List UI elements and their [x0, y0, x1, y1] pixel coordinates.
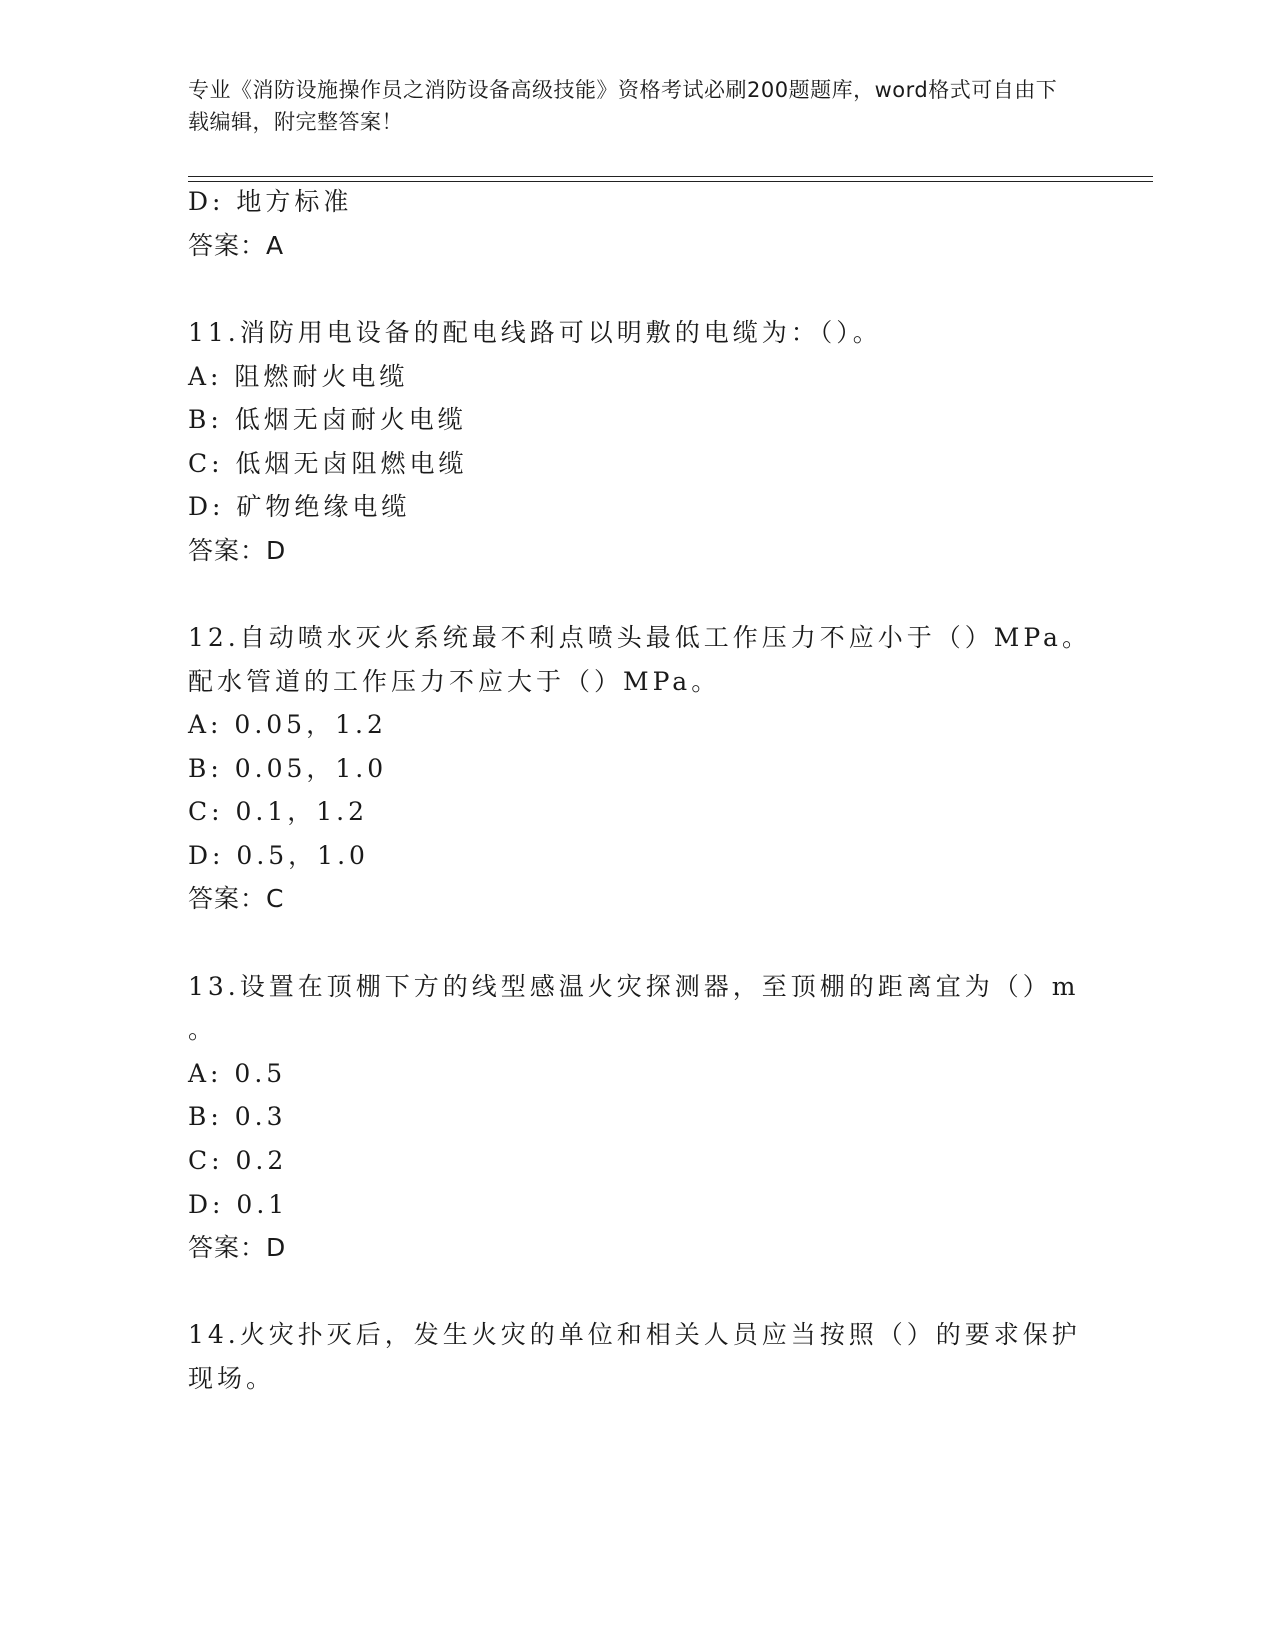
question-11-option-b: B: 低烟无卤耐火电缆 [188, 405, 467, 434]
header-divider-bottom [188, 181, 1153, 182]
question-11-option-a: A: 阻燃耐火电缆 [188, 362, 409, 391]
document-header: 专业《消防设施操作员之消防设备高级技能》资格考试必刷200题题库，word格式可自由下载编辑，附完整答案！ [188, 78, 1058, 134]
option-d: D: 地方标准 [188, 187, 353, 216]
question-11-answer: 答案：D [188, 536, 287, 565]
question-13-option-c: C: 0.2 [188, 1146, 288, 1175]
question-13-option-a: A: 0.5 [188, 1059, 287, 1088]
question-14-stem-line-2: 现场。 [188, 1364, 276, 1393]
question-13-option-b: B: 0.3 [188, 1102, 287, 1131]
question-11-option-c: C: 低烟无卤阻燃电缆 [188, 449, 468, 478]
question-13-answer: 答案：D [188, 1233, 287, 1262]
question-12-stem-line-2: 配水管道的工作压力不应大于（）MPa。 [188, 667, 721, 696]
question-13-stem-line-2: 。 [188, 1015, 218, 1044]
question-12-option-b: B: 0.05，1.0 [188, 754, 388, 783]
question-13-stem-line-1: 13.设置在顶棚下方的线型感温火灾探测器，至顶棚的距离宜为（）m [188, 972, 1080, 1001]
question-12-option-d: D: 0.5，1.0 [188, 841, 369, 870]
question-11-stem: 11.消防用电设备的配电线路可以明敷的电缆为：（）。 [188, 318, 882, 347]
question-12-answer: 答案：C [188, 884, 285, 913]
header-divider-top [188, 176, 1153, 177]
question-12-option-c: C: 0.1，1.2 [188, 797, 369, 826]
question-13-option-d: D: 0.1 [188, 1190, 289, 1219]
answer-label: 答案：A [188, 231, 285, 260]
question-14-stem-line-1: 14.火灾扑灭后，发生火灾的单位和相关人员应当按照（）的要求保护 [188, 1320, 1081, 1349]
question-12-stem-line-1: 12.自动喷水灭火系统最不利点喷头最低工作压力不应小于（）MPa。 [188, 623, 1091, 652]
question-11-option-d: D: 矿物绝缘电缆 [188, 492, 411, 521]
question-12-option-a: A: 0.05，1.2 [188, 710, 387, 739]
